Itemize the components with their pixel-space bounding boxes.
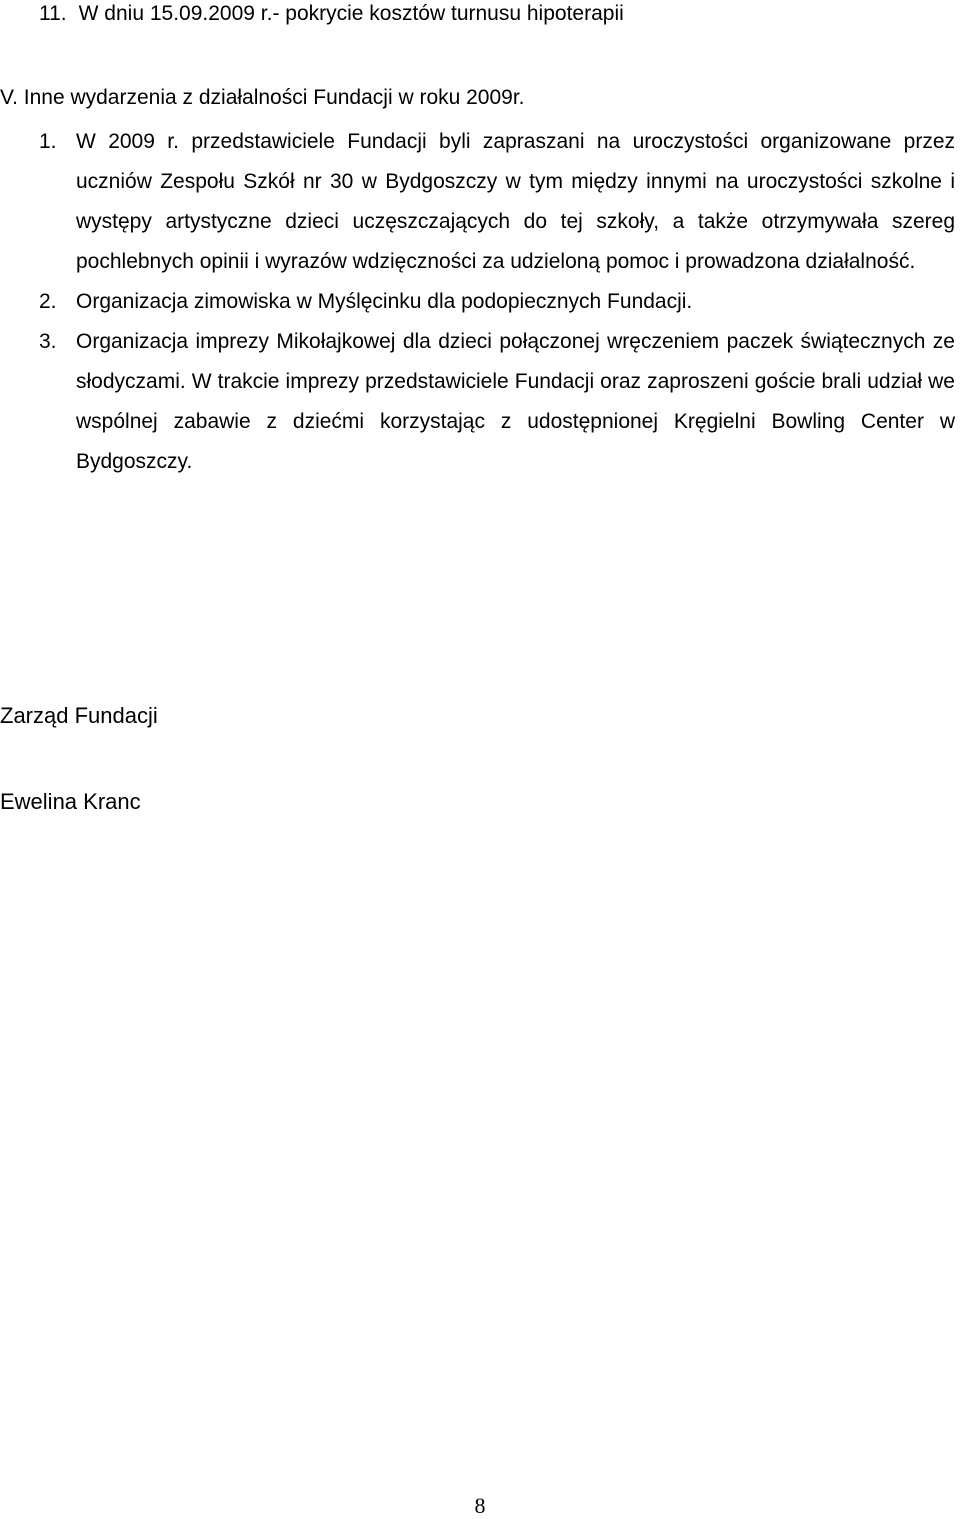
list-item-text: W 2009 r. przedstawiciele Fundacji byli zapraszani na uroczystości organizowane przez uczniów Zespołu Szkół nr 30 w Bydgoszczy w tym między innymi na uroczystości szkolne i występy artystyczne dzieci uczęszczających do tej szkoły, a także otrzymywała szereg pochlebnych opinii i wyrazów wdzięczności za udzieloną pomoc i prowadzona działalność.	[76, 130, 955, 273]
list-item-11	[0, 2, 624, 26]
list-item-text: Organizacja imprezy Mikołajkowej dla dzieci połączonej wręczeniem paczek świątecznych ze słodyczami. W trakcie imprezy przedstawiciele Fundacji oraz zaproszeni goście brali udział we wspólnej zabawie z dziećmi korzystając z udostępnionej Kręgielni Bowling Center w Bydgoszczy.	[76, 330, 955, 473]
section-heading: V. Inne wydarzenia z działalności Fundacji w roku 2009r.	[0, 86, 525, 109]
signature-name: Ewelina Kranc	[0, 789, 141, 814]
list-item-number: 11.	[39, 2, 67, 25]
signature-title: Zarząd Fundacji	[0, 703, 158, 728]
list-item-number: 1.	[39, 130, 57, 153]
list-item	[39, 322, 955, 482]
list-item-number: 3.	[39, 330, 57, 353]
list-item-text: W dniu 15.09.2009 r.- pokrycie kosztów turnusu hipoterapii	[78, 2, 624, 25]
page-number: 8	[474, 1493, 486, 1518]
list-item-number: 2.	[39, 290, 57, 313]
list-item-text: Organizacja zimowiska w Myślęcinku dla podopiecznych Fundacji.	[76, 290, 693, 313]
list-item	[39, 282, 955, 322]
events-list	[39, 122, 955, 482]
list-item	[39, 122, 955, 282]
